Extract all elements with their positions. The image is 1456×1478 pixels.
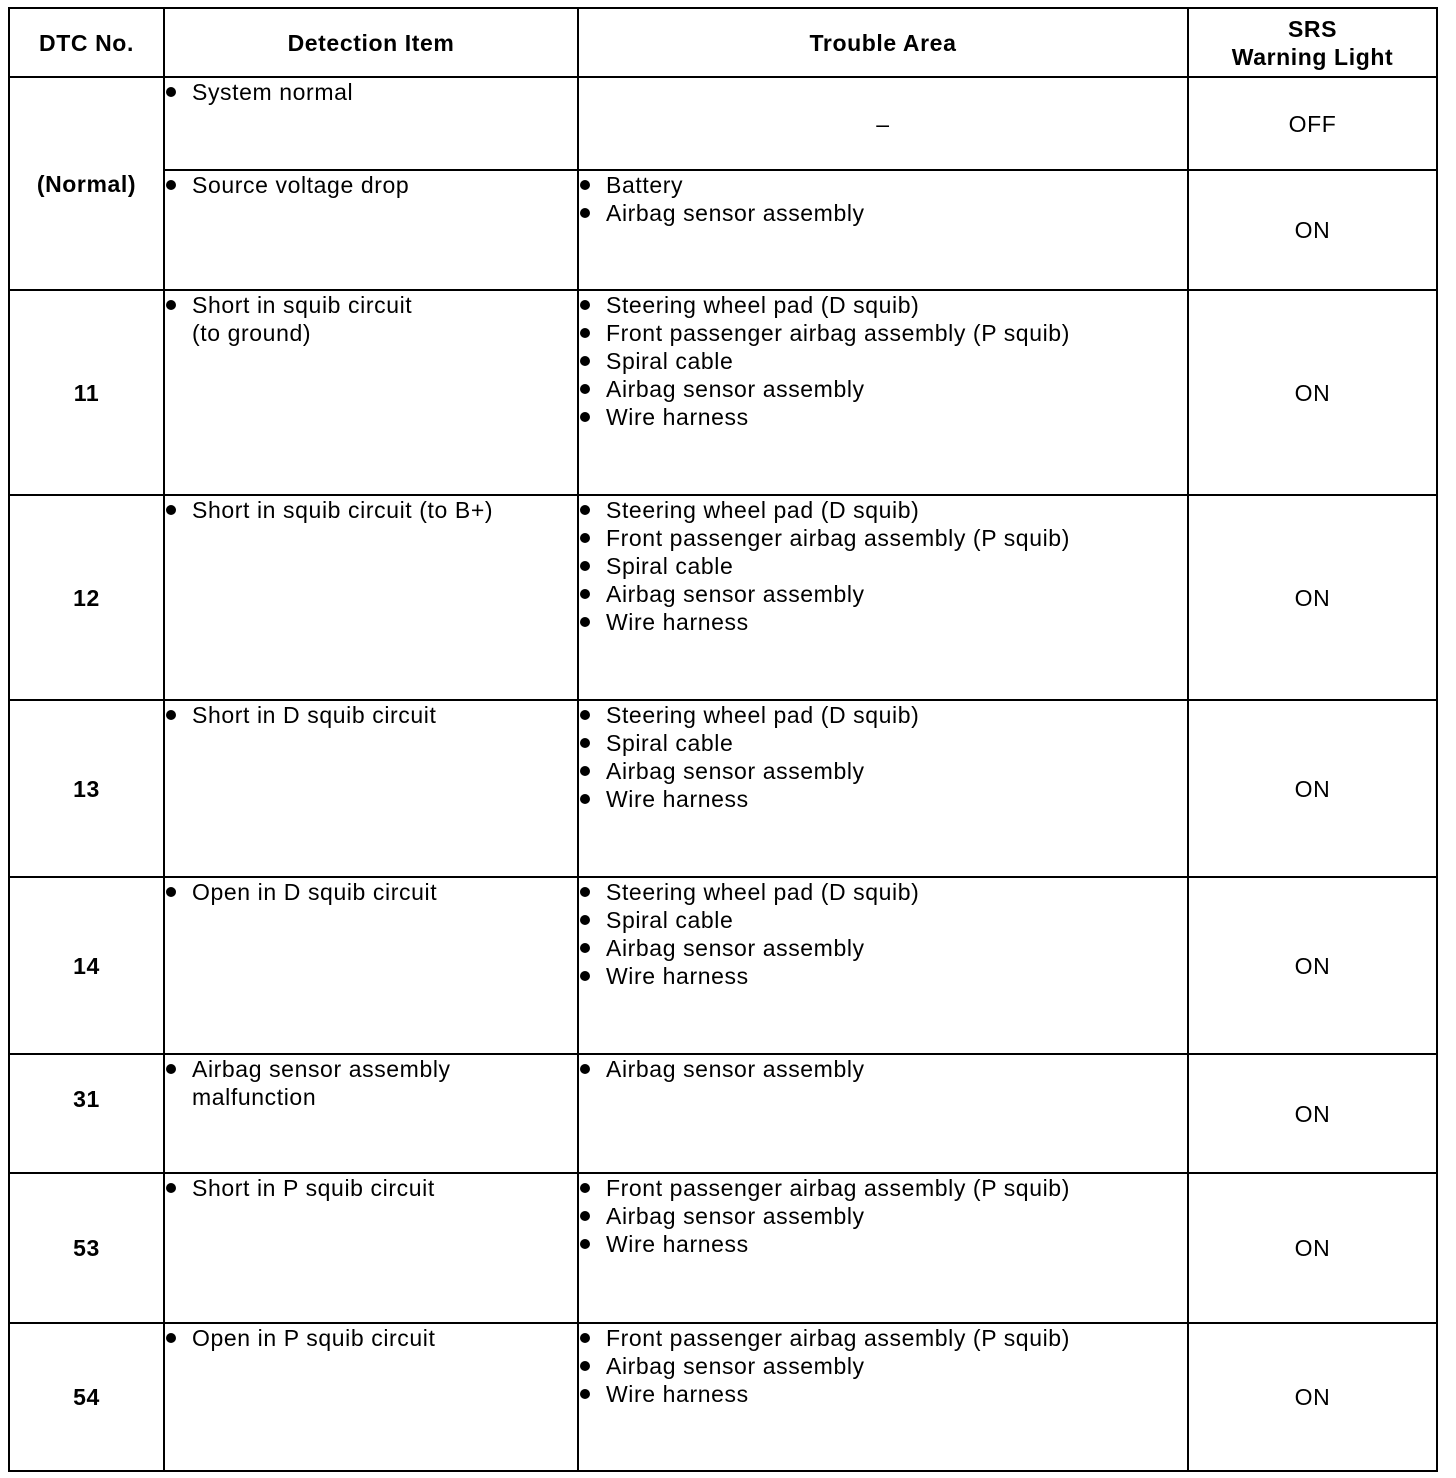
trouble-area-cell — [578, 290, 1188, 495]
list-item: Airbag sensor assembly — [579, 375, 1187, 403]
list-item: Short in squib circuit (to B+) — [165, 496, 577, 524]
table-row — [9, 1323, 1437, 1471]
list-item: Spiral cable — [579, 347, 1187, 375]
dtc-number-cell: 11 — [9, 290, 164, 495]
list-item: Airbag sensor assembly — [579, 1055, 1187, 1083]
list-item: Steering wheel pad (D squib) — [579, 701, 1187, 729]
list-item: System normal — [165, 78, 577, 106]
trouble-area-cell: – — [578, 77, 1188, 170]
header-trouble-area: Trouble Area — [578, 8, 1188, 77]
detection-item-list — [165, 496, 577, 524]
dtc-number-cell: 31 — [9, 1054, 164, 1173]
detection-item-cell — [164, 77, 578, 170]
list-item: Short in squib circuit (to ground) — [165, 291, 577, 347]
list-item: Wire harness — [579, 608, 1187, 636]
dtc-number-cell: 13 — [9, 700, 164, 877]
trouble-area-cell — [578, 170, 1188, 290]
list-item: Short in P squib circuit — [165, 1174, 577, 1202]
list-item: Airbag sensor assembly — [579, 1352, 1187, 1380]
list-item: Source voltage drop — [165, 171, 577, 199]
trouble-area-list — [579, 701, 1187, 813]
srs-warning-light-cell: ON — [1188, 700, 1437, 877]
list-item: Front passenger airbag assembly (P squib) — [579, 319, 1187, 347]
detection-item-cell — [164, 170, 578, 290]
srs-warning-light-cell: ON — [1188, 1173, 1437, 1323]
list-item: Steering wheel pad (D squib) — [579, 291, 1187, 319]
srs-warning-light-cell: ON — [1188, 290, 1437, 495]
trouble-area-list — [579, 1174, 1187, 1258]
list-item: Wire harness — [579, 962, 1187, 990]
table-row — [9, 495, 1437, 700]
detection-item-list — [165, 78, 577, 106]
dtc-table — [8, 7, 1438, 1472]
list-item: Wire harness — [579, 403, 1187, 431]
trouble-area-list — [579, 878, 1187, 990]
table-row — [9, 77, 1437, 170]
srs-warning-light-cell: OFF — [1188, 77, 1437, 170]
list-item: Open in D squib circuit — [165, 878, 577, 906]
table-row — [9, 877, 1437, 1054]
detection-item-cell — [164, 700, 578, 877]
header-row — [9, 8, 1437, 77]
list-item: Airbag sensor assembly — [579, 757, 1187, 785]
srs-warning-light-cell: ON — [1188, 495, 1437, 700]
srs-warning-light-cell: ON — [1188, 877, 1437, 1054]
list-item: Airbag sensor assembly — [579, 1202, 1187, 1230]
dtc-number-cell: 54 — [9, 1323, 164, 1471]
dtc-number-cell: 14 — [9, 877, 164, 1054]
list-item: Front passenger airbag assembly (P squib) — [579, 1174, 1187, 1202]
list-item: Front passenger airbag assembly (P squib) — [579, 1324, 1187, 1352]
header-detection-item: Detection Item — [164, 8, 578, 77]
detection-item-list — [165, 171, 577, 199]
list-item: Spiral cable — [579, 552, 1187, 580]
list-item: Wire harness — [579, 1230, 1187, 1258]
table-row — [9, 700, 1437, 877]
list-item: Short in D squib circuit — [165, 701, 577, 729]
list-item: Front passenger airbag assembly (P squib) — [579, 524, 1187, 552]
list-item: Wire harness — [579, 1380, 1187, 1408]
header-dtc-no: DTC No. — [9, 8, 164, 77]
detection-item-list — [165, 1055, 577, 1111]
detection-item-cell — [164, 290, 578, 495]
trouble-area-list — [579, 1324, 1187, 1408]
trouble-area-cell — [578, 1323, 1188, 1471]
list-item: Airbag sensor assembly — [579, 934, 1187, 962]
dtc-number-cell: (Normal) — [9, 77, 164, 290]
trouble-area-list — [579, 291, 1187, 431]
trouble-area-cell — [578, 1173, 1188, 1323]
table-row — [9, 1054, 1437, 1173]
srs-warning-light-cell: ON — [1188, 170, 1437, 290]
detection-item-list — [165, 1324, 577, 1352]
detection-item-list — [165, 701, 577, 729]
table-row — [9, 290, 1437, 495]
detection-item-cell — [164, 495, 578, 700]
trouble-area-cell — [578, 495, 1188, 700]
srs-warning-light-cell: ON — [1188, 1323, 1437, 1471]
list-item: Airbag sensor assembly malfunction — [165, 1055, 577, 1111]
list-item: Airbag sensor assembly — [579, 580, 1187, 608]
srs-warning-light-cell: ON — [1188, 1054, 1437, 1173]
dtc-number-cell: 53 — [9, 1173, 164, 1323]
detection-item-cell — [164, 1054, 578, 1173]
trouble-area-list — [579, 171, 1187, 227]
trouble-area-list — [579, 1055, 1187, 1083]
detection-item-list — [165, 1174, 577, 1202]
list-item: Battery — [579, 171, 1187, 199]
list-item: Wire harness — [579, 785, 1187, 813]
header-srs-line1: SRS — [1287, 15, 1338, 42]
trouble-area-cell — [578, 877, 1188, 1054]
list-item: Open in P squib circuit — [165, 1324, 577, 1352]
detection-item-list — [165, 291, 577, 347]
trouble-area-list — [579, 496, 1187, 636]
detection-item-list — [165, 878, 577, 906]
trouble-area-cell — [578, 1054, 1188, 1173]
list-item: Airbag sensor assembly — [579, 199, 1187, 227]
detection-item-cell — [164, 1173, 578, 1323]
list-item: Steering wheel pad (D squib) — [579, 496, 1187, 524]
dtc-number-cell: 12 — [9, 495, 164, 700]
list-item: Spiral cable — [579, 906, 1187, 934]
list-item: Spiral cable — [579, 729, 1187, 757]
detection-item-cell — [164, 1323, 578, 1471]
trouble-area-cell — [578, 700, 1188, 877]
detection-item-cell — [164, 877, 578, 1054]
table-row — [9, 1173, 1437, 1323]
header-srs-warning-light — [1188, 8, 1437, 77]
table-row — [9, 170, 1437, 290]
header-srs-line2: Warning Light — [1231, 43, 1394, 70]
list-item: Steering wheel pad (D squib) — [579, 878, 1187, 906]
